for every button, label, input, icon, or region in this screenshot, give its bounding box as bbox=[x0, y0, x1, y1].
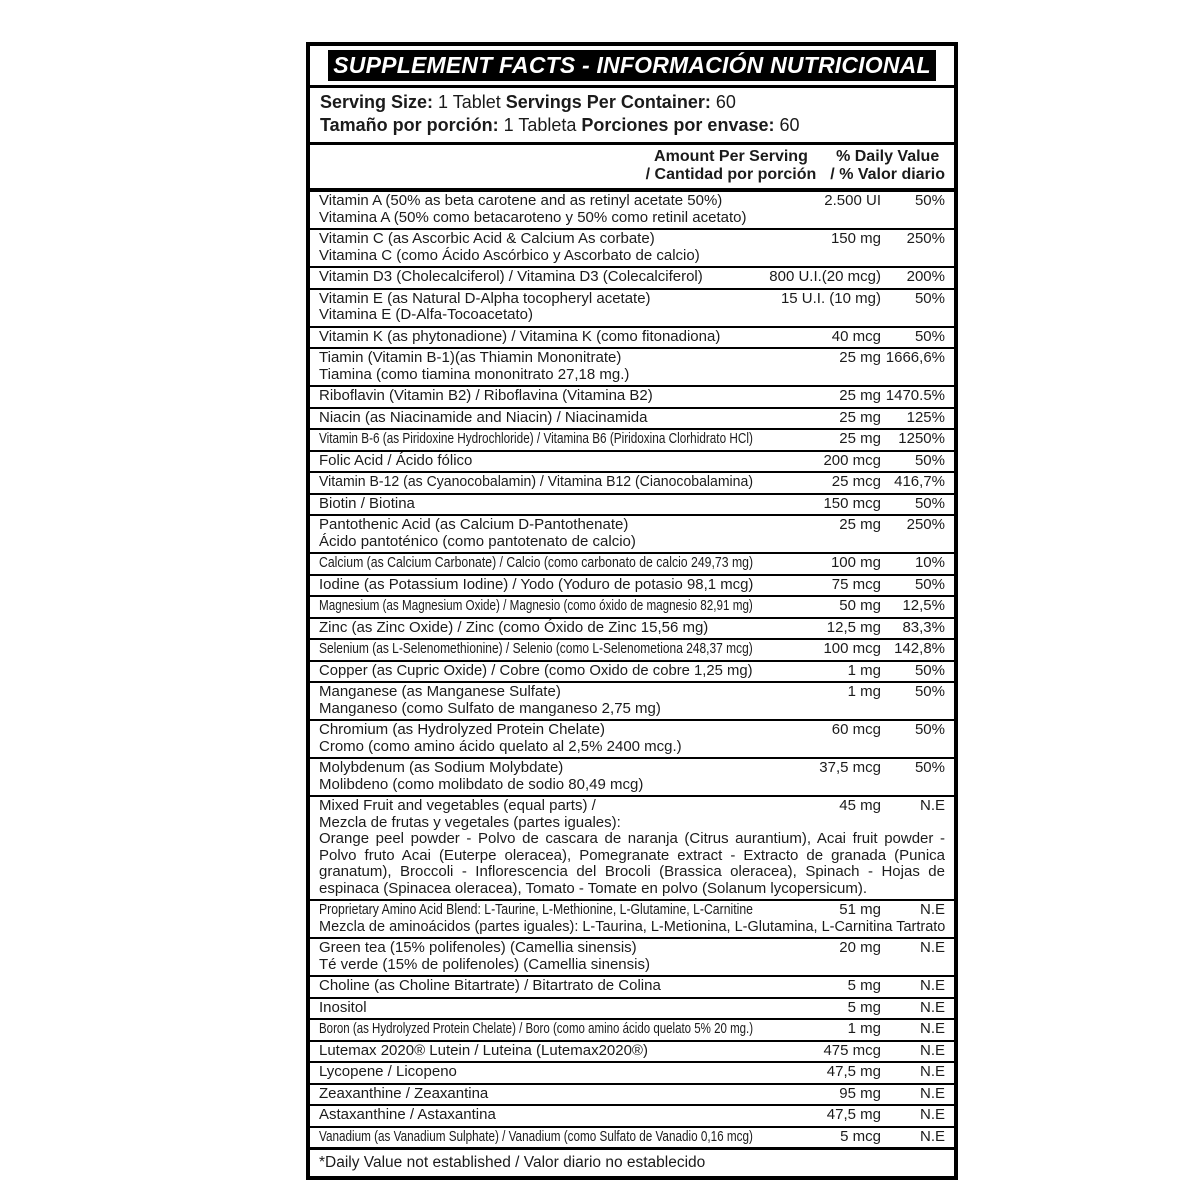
nutrient-name-line: Selenium (as L-Selenomethionine) / Selenio (como L-Selenometiona 248,37 mcg) bbox=[319, 640, 753, 657]
table-row bbox=[310, 899, 954, 937]
nutrient-name-line: Copper (as Cupric Oxide) / Cobre (como Oxido de cobre 1,25 mg) bbox=[319, 661, 753, 679]
table-row bbox=[310, 595, 954, 617]
nutrient-daily-value bbox=[881, 760, 945, 777]
table-row bbox=[310, 552, 954, 574]
nutrient-amount bbox=[753, 517, 881, 534]
table-row bbox=[310, 514, 954, 552]
nutrient-name-line: Cromo (como amino ácido quelato al 2,5% 2400 mcg.) bbox=[319, 737, 682, 755]
table-row-main bbox=[319, 760, 945, 793]
nutrient-amount bbox=[753, 1129, 881, 1146]
table-row bbox=[310, 1061, 954, 1083]
nutrient-amount bbox=[753, 760, 881, 777]
nutrient-amount bbox=[753, 940, 881, 957]
nutrient-name bbox=[319, 722, 753, 755]
nutrient-daily-value-text: 50% bbox=[914, 289, 945, 307]
nutrient-daily-value-text: N.E bbox=[919, 1041, 945, 1059]
nutrient-daily-value-text: 250% bbox=[906, 516, 945, 533]
nutrient-amount bbox=[753, 641, 881, 658]
nutrient-amount bbox=[753, 388, 881, 405]
table-row bbox=[310, 266, 954, 288]
table-row-main bbox=[319, 684, 945, 717]
nutrient-amount bbox=[753, 798, 881, 815]
nutrient-daily-value bbox=[881, 1086, 945, 1103]
nutrient-name bbox=[319, 902, 753, 919]
nutrient-daily-value bbox=[881, 577, 945, 594]
nutrient-amount-value: 75 mcg bbox=[831, 575, 881, 593]
nutrient-name-line: Lycopene / Licopeno bbox=[319, 1063, 457, 1080]
nutrient-amount bbox=[753, 978, 881, 995]
nutrient-name-line: Calcium (as Calcium Carbonate) / Calcio (como carbonato de calcio 249,73 mg) bbox=[319, 554, 754, 571]
nutrient-amount bbox=[753, 1086, 881, 1103]
nutrient-name-line: Mezcla de frutas y vegetales (partes iguales): bbox=[319, 813, 621, 831]
nutrient-name-line: Pantothenic Acid (as Calcium D-Pantothenate) bbox=[319, 516, 629, 533]
nutrient-name bbox=[319, 410, 753, 427]
nutrient-amount bbox=[753, 663, 881, 680]
nutrient-name bbox=[319, 598, 753, 615]
nutrient-daily-value bbox=[881, 940, 945, 957]
table-row-main bbox=[319, 193, 945, 226]
nutrient-amount-value: 25 mg bbox=[839, 408, 881, 426]
nutrient-daily-value bbox=[881, 193, 945, 210]
nutrient-daily-value bbox=[881, 620, 945, 637]
nutrient-daily-value bbox=[881, 598, 945, 615]
nutrient-amount-value: 20 mg bbox=[839, 939, 881, 956]
nutrient-name bbox=[319, 231, 753, 264]
nutrient-daily-value bbox=[881, 684, 945, 701]
nutrient-name bbox=[319, 329, 753, 346]
daily-value-column-header bbox=[830, 148, 945, 184]
nutrient-name bbox=[319, 1043, 753, 1060]
daily-value-header-es: / % Valor diario bbox=[830, 166, 945, 183]
nutrient-amount-value: 1 mg bbox=[847, 1020, 881, 1037]
nutrient-name-line: Manganese (as Manganese Sulfate) bbox=[319, 683, 561, 700]
nutrient-amount-value: 45 mg bbox=[839, 797, 881, 814]
nutrient-name bbox=[319, 350, 753, 383]
nutrient-amount-value: 2.500 UI bbox=[824, 192, 881, 209]
nutrient-amount-value: 1 mg bbox=[847, 661, 881, 679]
nutrient-name bbox=[319, 1129, 753, 1146]
nutrient-amount-value: 15 U.I. (10 mg) bbox=[780, 289, 881, 307]
table-row-main bbox=[319, 641, 945, 658]
table-row bbox=[310, 450, 954, 472]
nutrient-daily-value-text: 1250% bbox=[898, 430, 945, 447]
nutrient-wide-line: Mezcla de aminoácidos (partes iguales): L-Taurina, L-Metionina, L-Glutamina, L-Carnitina Tartrato bbox=[319, 917, 946, 935]
nutrient-daily-value-text: 83,3% bbox=[902, 618, 945, 636]
nutrient-name-line: Magnesium (as Magnesium Oxide) / Magnesio (como óxido de magnesio 82,91 mg) bbox=[319, 597, 753, 614]
label-title: SUPPLEMENT FACTS - INFORMACIÓN NUTRICIONAL bbox=[328, 50, 936, 81]
nutrient-amount bbox=[753, 329, 881, 346]
nutrient-name-line: Molybdenum (as Sodium Molybdate) bbox=[319, 759, 564, 776]
table-row-main bbox=[319, 291, 945, 324]
nutrient-name-line: Biotin / Biotina bbox=[319, 494, 415, 512]
table-row bbox=[310, 471, 954, 493]
column-headers bbox=[310, 142, 954, 188]
nutrient-daily-value bbox=[881, 329, 945, 346]
table-row-main bbox=[319, 555, 945, 572]
nutrient-name-line: Té verde (15% de polifenoles) (Camellia sinensis) bbox=[319, 955, 650, 973]
nutrient-name bbox=[319, 291, 753, 324]
nutrient-daily-value bbox=[881, 291, 945, 308]
nutrient-daily-value bbox=[881, 431, 945, 448]
nutrient-name bbox=[319, 193, 753, 226]
nutrient-daily-value bbox=[881, 663, 945, 680]
serving-size-label-en: Serving Size: bbox=[320, 92, 434, 112]
amount-header-en: Amount Per Serving bbox=[654, 148, 808, 165]
table-row bbox=[310, 407, 954, 429]
table-row-main bbox=[319, 663, 945, 680]
nutrient-amount bbox=[753, 620, 881, 637]
nutrient-daily-value-text: 50% bbox=[914, 759, 945, 776]
nutrient-amount-value: 100 mg bbox=[830, 554, 881, 571]
nutrient-amount bbox=[753, 684, 881, 701]
nutrient-amount-value: 200 mcg bbox=[823, 451, 881, 469]
nutrient-name-line: Choline (as Choline Bitartrate) / Bitartrato de Colina bbox=[319, 977, 661, 994]
nutrient-daily-value-text: N.E bbox=[919, 1127, 945, 1145]
nutrient-daily-value bbox=[881, 1107, 945, 1124]
nutrient-name-line: Chromium (as Hydrolyzed Protein Chelate) bbox=[319, 721, 605, 738]
nutrient-daily-value bbox=[881, 1064, 945, 1081]
nutrient-name bbox=[319, 453, 753, 470]
nutrient-amount bbox=[753, 350, 881, 367]
nutrient-daily-value bbox=[881, 231, 945, 248]
nutrient-amount bbox=[753, 496, 881, 513]
nutrient-daily-value-text: N.E bbox=[919, 977, 945, 994]
nutrient-amount-value: 800 U.I.(20 mcg) bbox=[769, 268, 881, 285]
table-row-main bbox=[319, 1129, 945, 1146]
nutrient-daily-value-text: 50% bbox=[914, 192, 945, 209]
table-row bbox=[310, 288, 954, 326]
nutrient-daily-value bbox=[881, 496, 945, 513]
amount-header-es: / Cantidad por porción bbox=[645, 166, 817, 183]
nutrient-daily-value bbox=[881, 1129, 945, 1146]
nutrient-name-line: Folic Acid / Ácido fólico bbox=[319, 451, 473, 469]
nutrient-name-line: Vitamin B-12 (as Cyanocobalamin) / Vitamina B12 (Cianocobalamina) bbox=[319, 473, 754, 490]
nutrient-daily-value-text: 10% bbox=[914, 554, 945, 571]
nutrient-amount bbox=[753, 291, 881, 308]
nutrient-name bbox=[319, 798, 753, 831]
nutrient-daily-value bbox=[881, 1000, 945, 1017]
nutrient-daily-value-text: 50% bbox=[914, 451, 945, 469]
nutrient-amount-value: 5 mcg bbox=[840, 1127, 881, 1145]
nutrient-name-line: Proprietary Amino Acid Blend: L-Taurine, L-Methionine, L-Glutamine, L-Carnitine bbox=[319, 901, 753, 918]
nutrient-name-line: Inositol bbox=[319, 998, 367, 1016]
nutrient-rows bbox=[310, 188, 954, 1147]
nutrient-daily-value-text: N.E bbox=[919, 1063, 945, 1080]
nutrient-name-line: Green tea (15% polifenoles) (Camellia sinensis) bbox=[319, 939, 637, 956]
table-row-main bbox=[319, 1000, 945, 1017]
nutrient-amount bbox=[753, 555, 881, 572]
serving-info bbox=[310, 85, 954, 142]
table-row bbox=[310, 681, 954, 719]
nutrient-daily-value bbox=[881, 453, 945, 470]
nutrient-name-line: Vitamin B-6 (as Piridoxine Hydrochloride) / Vitamina B6 (Piridoxina Clorhidrato HCl) bbox=[319, 430, 753, 447]
table-row-main bbox=[319, 978, 945, 995]
nutrient-daily-value bbox=[881, 555, 945, 572]
nutrient-name-line: Boron (as Hydrolyzed Protein Chelate) / Boro (como amino ácido quelato 5% 20 mg.) bbox=[319, 1020, 754, 1037]
table-row-main bbox=[319, 431, 945, 448]
nutrient-name bbox=[319, 1107, 753, 1124]
nutrient-daily-value-text: N.E bbox=[919, 797, 945, 814]
table-row-main bbox=[319, 722, 945, 755]
nutrient-daily-value-text: N.E bbox=[919, 1106, 945, 1123]
daily-value-header-en: % Daily Value bbox=[836, 148, 940, 165]
nutrient-name bbox=[319, 474, 753, 491]
nutrient-name-line: Molibdeno (como molibdato de sodio 80,49 mcg) bbox=[319, 775, 644, 793]
nutrient-name-line: Tiamina (como tiamina mononitrato 27,18 mg.) bbox=[319, 365, 630, 383]
nutrient-daily-value-text: N.E bbox=[919, 1084, 945, 1102]
nutrient-daily-value bbox=[881, 517, 945, 534]
servings-per-container-label-en: Servings Per Container: bbox=[505, 92, 711, 112]
table-row-main bbox=[319, 231, 945, 264]
nutrient-name-line: Zinc (as Zinc Oxide) / Zinc (como Óxido de Zinc 15,56 mg) bbox=[319, 618, 709, 636]
nutrient-name-line: Vitamin K (as phytonadione) / Vitamina K (como fitonadiona) bbox=[319, 327, 721, 345]
nutrient-daily-value-text: 416,7% bbox=[894, 473, 945, 490]
nutrient-ingredient-paragraph: Orange peel powder - Polvo de cascara de naranja (Citrus aurantium), Acai fruit powder - Polvo fruto Acai (Euterpe oleracea), Pomegranate extract - Extracto de granada (Punica granatum), Broccoli - Inflorescencia del Brocoli (Brassica oleracea), Spinach - Hojas de espinaca (Spinacea oleracea), Tomato - Tomate en polvo (Solanum lycopersicum). bbox=[319, 830, 945, 897]
nutrient-daily-value-text: 50% bbox=[914, 661, 945, 679]
nutrient-amount bbox=[753, 431, 881, 448]
table-row bbox=[310, 493, 954, 515]
serving-size-value-es: 1 Tableta bbox=[503, 115, 577, 135]
nutrient-daily-value-text: 200% bbox=[906, 268, 945, 285]
nutrient-daily-value-text: 142,8% bbox=[894, 640, 945, 657]
nutrient-amount bbox=[753, 722, 881, 739]
nutrient-daily-value-text: 50% bbox=[914, 575, 945, 593]
nutrient-daily-value-text: 125% bbox=[906, 408, 945, 426]
amount-column-header bbox=[646, 148, 817, 184]
nutrient-daily-value bbox=[881, 641, 945, 658]
nutrient-daily-value-text: N.E bbox=[919, 939, 945, 956]
nutrient-amount bbox=[753, 453, 881, 470]
table-row bbox=[310, 428, 954, 450]
nutrient-daily-value-text: 1666,6% bbox=[885, 349, 945, 366]
nutrient-name-line: Vitamina C (como Ácido Ascórbico y Ascorbato de calcio) bbox=[319, 246, 700, 264]
table-row-main bbox=[319, 620, 945, 637]
nutrient-amount-value: 40 mcg bbox=[831, 327, 881, 345]
nutrient-amount bbox=[753, 1021, 881, 1038]
nutrient-name bbox=[319, 577, 753, 594]
servings-per-container-value-en: 60 bbox=[715, 92, 736, 112]
nutrient-daily-value-text: N.E bbox=[919, 998, 945, 1016]
servings-per-container-label-es: Porciones por envase: bbox=[581, 115, 775, 135]
nutrient-daily-value-text: N.E bbox=[919, 1020, 945, 1037]
table-row-main bbox=[319, 350, 945, 383]
nutrient-name bbox=[319, 760, 753, 793]
nutrient-name-line: Vanadium (as Vanadium Sulphate) / Vanadium (como Sulfato de Vanadio 0,16 mcg) bbox=[319, 1127, 753, 1145]
table-row bbox=[310, 638, 954, 660]
table-row bbox=[310, 347, 954, 385]
table-row bbox=[310, 719, 954, 757]
nutrient-name bbox=[319, 1000, 753, 1017]
nutrient-amount-value: 95 mg bbox=[839, 1084, 881, 1102]
nutrient-name bbox=[319, 388, 753, 405]
table-row-main bbox=[319, 940, 945, 973]
table-row bbox=[310, 385, 954, 407]
nutrient-amount bbox=[753, 1000, 881, 1017]
nutrient-name bbox=[319, 517, 753, 550]
nutrient-amount-value: 25 mg bbox=[839, 516, 881, 533]
serving-line-es bbox=[320, 114, 944, 137]
nutrient-amount-value: 25 mcg bbox=[831, 473, 881, 490]
table-row bbox=[310, 1126, 954, 1148]
nutrient-name-line: Mixed Fruit and vegetables (equal parts) / bbox=[319, 797, 596, 814]
table-row bbox=[310, 192, 954, 228]
nutrient-name-line: Vitamina A (50% como betacaroteno y 50% como retinil acetato) bbox=[319, 208, 747, 226]
table-row bbox=[310, 795, 954, 899]
nutrient-name-line: Vitamin D3 (Cholecalciferol) / Vitamina D3 (Colecalciferol) bbox=[319, 268, 703, 285]
nutrient-daily-value bbox=[881, 1043, 945, 1060]
nutrient-amount bbox=[753, 902, 881, 919]
nutrient-amount-value: 51 mg bbox=[839, 901, 881, 918]
nutrient-daily-value bbox=[881, 350, 945, 367]
title-section bbox=[310, 46, 954, 85]
nutrient-amount-value: 5 mg bbox=[847, 998, 881, 1016]
table-row-main bbox=[319, 410, 945, 427]
nutrient-amount-value: 100 mcg bbox=[823, 640, 881, 657]
nutrient-name bbox=[319, 1064, 753, 1081]
table-row bbox=[310, 660, 954, 682]
nutrient-amount-value: 25 mg bbox=[839, 430, 881, 447]
nutrient-amount bbox=[753, 193, 881, 210]
table-row bbox=[310, 1040, 954, 1062]
nutrient-daily-value bbox=[881, 978, 945, 995]
table-row-main bbox=[319, 577, 945, 594]
servings-per-container-value-es: 60 bbox=[779, 115, 800, 135]
nutrient-name-line: Lutemax 2020® Lutein / Luteina (Lutemax2020®) bbox=[319, 1041, 648, 1059]
table-row-main bbox=[319, 1043, 945, 1060]
nutrient-name bbox=[319, 555, 753, 572]
nutrient-amount-value: 47,5 mg bbox=[826, 1106, 881, 1123]
nutrient-amount bbox=[753, 231, 881, 248]
nutrient-daily-value-text: 50% bbox=[914, 327, 945, 345]
nutrient-amount-value: 5 mg bbox=[847, 977, 881, 994]
nutrient-amount bbox=[753, 410, 881, 427]
serving-size-value-en: 1 Tablet bbox=[438, 92, 501, 112]
nutrient-amount-value: 37,5 mcg bbox=[819, 759, 881, 776]
nutrient-amount bbox=[753, 474, 881, 491]
nutrient-amount-value: 150 mg bbox=[830, 230, 881, 247]
nutrient-name bbox=[319, 496, 753, 513]
table-row bbox=[310, 228, 954, 266]
table-row bbox=[310, 975, 954, 997]
nutrient-daily-value-text: N.E bbox=[919, 901, 945, 918]
nutrient-amount-value: 25 mg bbox=[839, 349, 881, 366]
table-row-main bbox=[319, 1107, 945, 1124]
nutrient-amount-value: 475 mcg bbox=[823, 1041, 881, 1059]
nutrient-daily-value-text: 50% bbox=[914, 683, 945, 700]
table-row bbox=[310, 937, 954, 975]
nutrient-amount bbox=[753, 1107, 881, 1124]
nutrient-daily-value bbox=[881, 722, 945, 739]
nutrient-name bbox=[319, 684, 753, 717]
nutrient-daily-value bbox=[881, 902, 945, 919]
table-row bbox=[310, 997, 954, 1019]
serving-line-en bbox=[320, 91, 944, 114]
nutrient-name-line: Manganeso (como Sulfato de manganeso 2,75 mg) bbox=[319, 699, 661, 717]
nutrient-daily-value-text: 50% bbox=[914, 494, 945, 512]
table-row bbox=[310, 1104, 954, 1126]
nutrient-amount-value: 150 mcg bbox=[823, 494, 881, 512]
table-row-main bbox=[319, 1064, 945, 1081]
nutrient-daily-value-text: 50% bbox=[914, 721, 945, 738]
nutrient-name bbox=[319, 431, 753, 448]
table-row-main bbox=[319, 388, 945, 405]
table-row bbox=[310, 326, 954, 348]
nutrient-name bbox=[319, 1021, 753, 1038]
table-row-main bbox=[319, 269, 945, 286]
table-row-main bbox=[319, 798, 945, 831]
table-row-main bbox=[319, 598, 945, 615]
table-row-main bbox=[319, 496, 945, 513]
nutrient-name-line: Riboflavin (Vitamin B2) / Riboflavina (Vitamina B2) bbox=[319, 387, 653, 404]
nutrient-amount-value: 1 mg bbox=[847, 683, 881, 700]
table-row-main bbox=[319, 453, 945, 470]
nutrient-amount-value: 60 mcg bbox=[831, 721, 881, 738]
table-row bbox=[310, 1018, 954, 1040]
nutrient-name bbox=[319, 620, 753, 637]
table-row bbox=[310, 574, 954, 596]
nutrient-daily-value bbox=[881, 269, 945, 286]
nutrient-amount bbox=[753, 598, 881, 615]
nutrient-name-line: Zeaxanthine / Zeaxantina bbox=[319, 1084, 489, 1102]
daily-value-footnote: *Daily Value not established / Valor diario no establecido bbox=[310, 1147, 954, 1176]
nutrient-name bbox=[319, 978, 753, 995]
table-row bbox=[310, 757, 954, 795]
table-row bbox=[310, 1083, 954, 1105]
table-row-main bbox=[319, 1086, 945, 1103]
nutrient-name bbox=[319, 269, 753, 286]
nutrient-name bbox=[319, 1086, 753, 1103]
nutrient-name-line: Vitamin E (as Natural D-Alpha tocopheryl acetate) bbox=[319, 289, 651, 307]
table-row-main bbox=[319, 902, 945, 919]
nutrient-daily-value-text: 250% bbox=[906, 230, 945, 247]
nutrient-amount-value: 50 mg bbox=[839, 597, 881, 614]
supplement-facts-label bbox=[306, 42, 958, 1180]
nutrient-daily-value bbox=[881, 388, 945, 405]
serving-size-label-es: Tamaño por porción: bbox=[320, 115, 499, 135]
nutrient-amount-value: 12,5 mg bbox=[826, 618, 881, 636]
nutrient-daily-value bbox=[881, 1021, 945, 1038]
nutrient-amount bbox=[753, 1043, 881, 1060]
nutrient-name-line: Iodine (as Potassium Iodine) / Yodo (Yoduro de potasio 98,1 mcg) bbox=[319, 575, 754, 593]
nutrient-amount-value: 47,5 mg bbox=[826, 1063, 881, 1080]
nutrient-name-line: Astaxanthine / Astaxantina bbox=[319, 1106, 496, 1123]
nutrient-name bbox=[319, 940, 753, 973]
nutrient-name-line: Ácido pantoténico (como pantotenato de calcio) bbox=[319, 532, 636, 550]
table-row bbox=[310, 617, 954, 639]
nutrient-amount bbox=[753, 577, 881, 594]
table-row-main bbox=[319, 1021, 945, 1038]
nutrient-name-line: Tiamin (Vitamin B-1)(as Thiamin Mononitrate) bbox=[319, 349, 622, 366]
nutrient-daily-value-text: 12,5% bbox=[902, 597, 945, 614]
nutrient-name-line: Vitamin C (as Ascorbic Acid & Calcium As corbate) bbox=[319, 230, 655, 247]
nutrient-amount bbox=[753, 1064, 881, 1081]
table-row-main bbox=[319, 474, 945, 491]
table-row-main bbox=[319, 517, 945, 550]
nutrient-name bbox=[319, 663, 753, 680]
nutrient-daily-value-text: 1470.5% bbox=[885, 387, 945, 404]
nutrient-name-line: Niacin (as Niacinamide and Niacin) / Niacinamida bbox=[319, 408, 648, 426]
nutrient-amount bbox=[753, 269, 881, 286]
nutrient-name bbox=[319, 641, 753, 658]
nutrient-daily-value bbox=[881, 410, 945, 427]
table-row-main bbox=[319, 329, 945, 346]
nutrient-name-line: Vitamina E (D-Alfa-Tocoacetato) bbox=[319, 306, 533, 323]
nutrient-name-line: Vitamin A (50% as beta carotene and as retinyl acetate 50%) bbox=[319, 192, 723, 209]
nutrient-amount-value: 25 mg bbox=[839, 387, 881, 404]
nutrient-daily-value bbox=[881, 474, 945, 491]
nutrient-daily-value bbox=[881, 798, 945, 815]
